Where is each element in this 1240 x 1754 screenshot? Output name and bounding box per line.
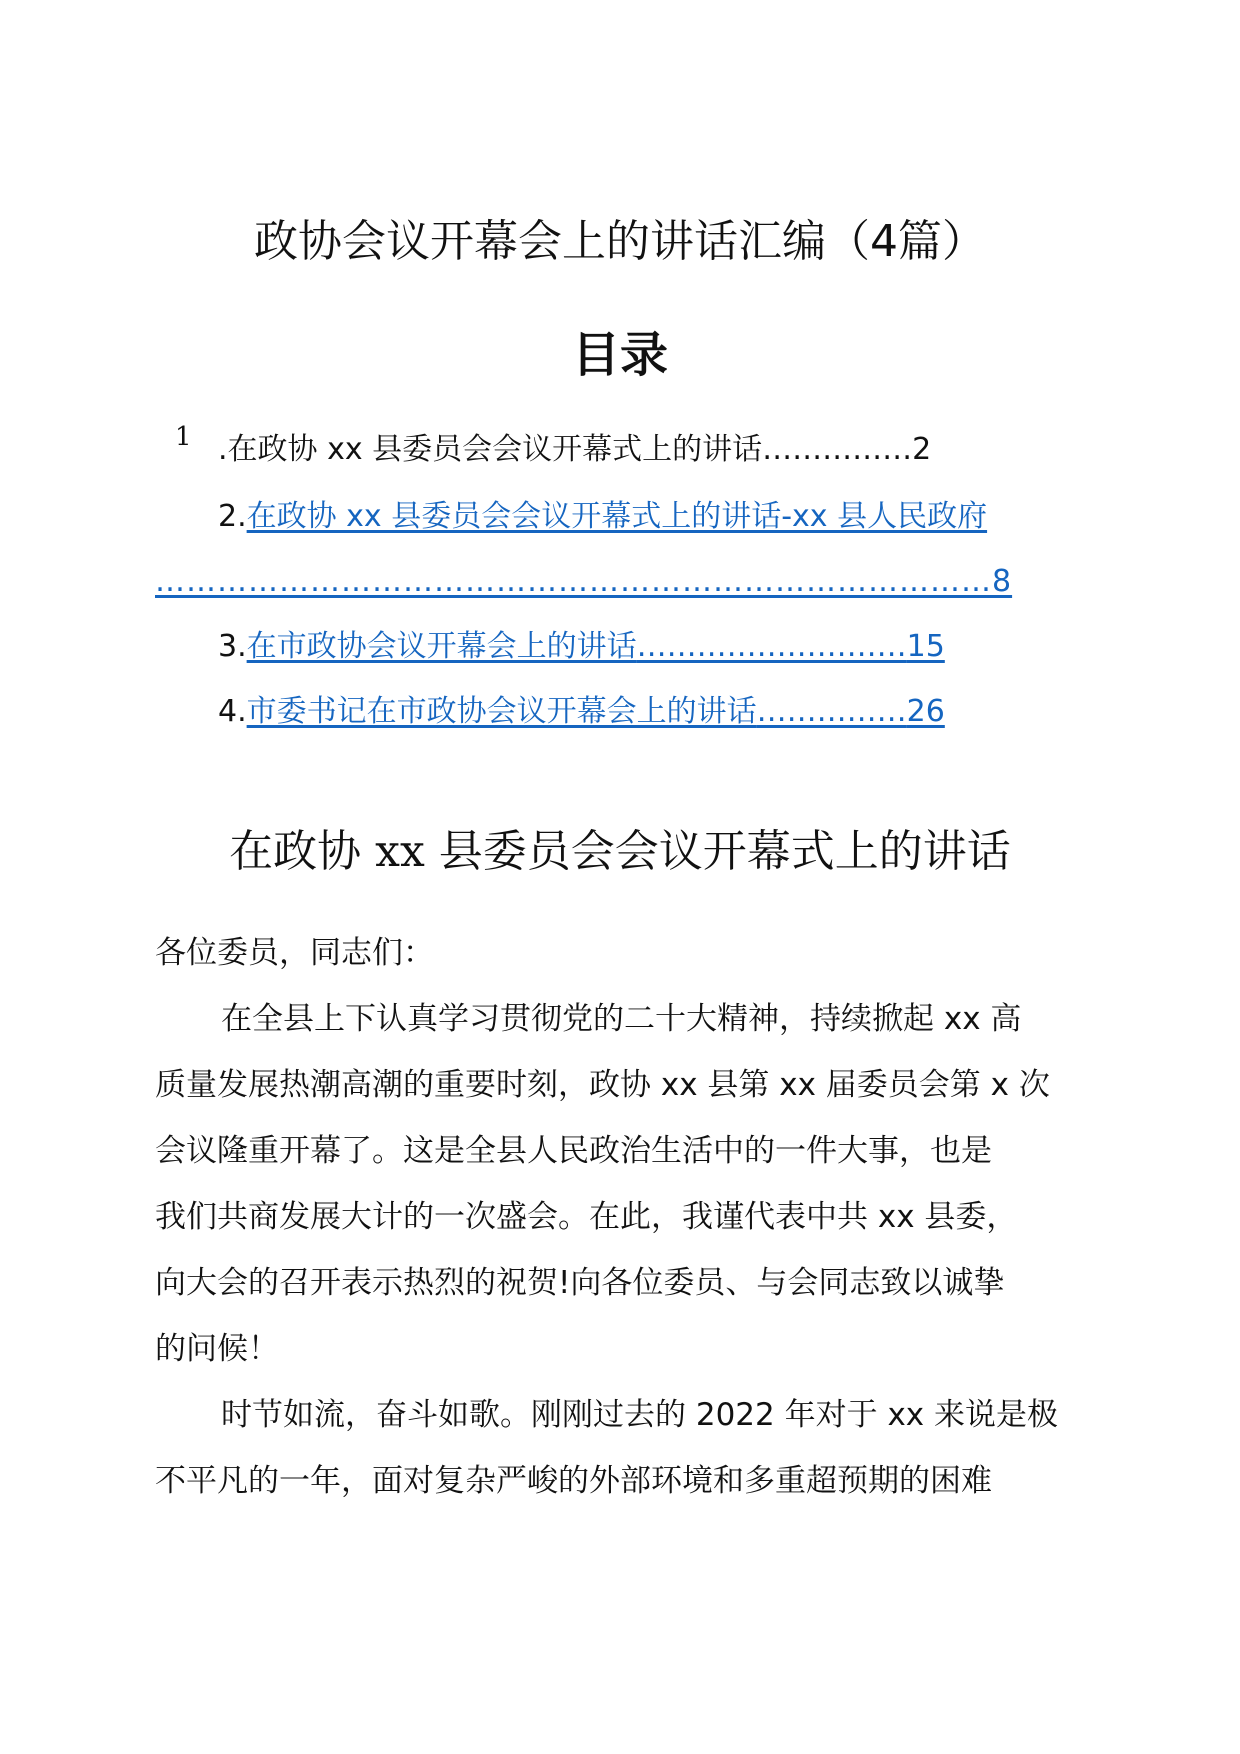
paragraph-1-line: 在全县上下认真学习贯彻党的二十大精神，持续掀起 xx 高: [221, 1001, 1022, 1037]
toc-item-3[interactable]: [218, 625, 945, 669]
toc-item-2[interactable]: [218, 495, 987, 539]
toc-item-2-leader: ………………………………………………………………………: [155, 564, 992, 599]
toc-item-3-text: 在市政协会议开幕会上的讲话: [246, 629, 637, 664]
toc-item-4[interactable]: [218, 690, 945, 734]
paragraph-1: [155, 986, 1085, 1382]
toc-item-2-link[interactable]: 在政协 xx 县委员会会议开幕式上的讲话-xx 县人民政府: [246, 499, 988, 534]
section-title: [0, 822, 1240, 882]
toc-item-3-link[interactable]: [247, 629, 945, 664]
paragraph-1-line: 我们共商发展大计的一次盛会。在此，我谨代表中共 xx 县委，: [155, 1199, 1018, 1235]
section-title-part2: 县委员会会议开幕式上的讲话: [424, 826, 1011, 877]
toc-item-4-text: 市委书记在市政协会议开幕会上的讲话: [246, 694, 757, 729]
section-title-part1: 在政协: [229, 826, 376, 877]
toc-item-3-leader: ………………………: [636, 629, 907, 664]
document-title: 政协会议开幕会上的讲话汇编（4篇）: [254, 216, 986, 267]
paragraph-1-line: 质量发展热潮高潮的重要时刻，政协 xx 县第 xx 届委员会第 x 次: [155, 1067, 1050, 1103]
section-title-xx: xx: [375, 826, 425, 877]
paragraph-2-line: 不平凡的一年，面对复杂严峻的外部环境和多重超预期的困难: [155, 1463, 992, 1499]
paragraph-2: [155, 1382, 1085, 1514]
toc-item-4-page: 26: [906, 694, 945, 729]
stray-page-number: 1: [175, 422, 192, 452]
paragraph-1-line: 向大会的召开表示热烈的祝贺!向各位委员、与会同志致以诚挚: [155, 1265, 1005, 1301]
paragraph-2-line: 时节如流，奋斗如歌。刚刚过去的 2022 年对于 xx 来说是极: [221, 1397, 1058, 1433]
toc-item-3-number: 3.: [218, 629, 247, 664]
paragraph-1-line: 会议隆重开幕了。这是全县人民政治生活中的一件大事，也是: [155, 1133, 992, 1169]
toc-item-2-number: 2.: [218, 499, 247, 534]
toc-item-2-page: 8: [992, 564, 1013, 599]
toc-item-4-link[interactable]: [247, 694, 945, 729]
toc-item-1-text[interactable]: .在政协 xx 县委员会会议开幕式上的讲话: [218, 432, 763, 467]
toc-item-1-leader: ……………: [762, 432, 913, 467]
toc-item-2-leader-line[interactable]: [155, 560, 1012, 604]
toc-item-4-leader: ……………: [756, 694, 907, 729]
toc-item-1-page: 2: [912, 432, 932, 467]
toc-item-3-page: 15: [906, 629, 945, 664]
toc-item-4-number: 4.: [218, 694, 247, 729]
paragraph-1-line: 的问候！: [155, 1331, 279, 1367]
toc-item-1[interactable]: [218, 428, 931, 472]
greeting: 各位委员，同志们：: [155, 935, 434, 971]
toc-heading: 目录: [571, 327, 668, 383]
